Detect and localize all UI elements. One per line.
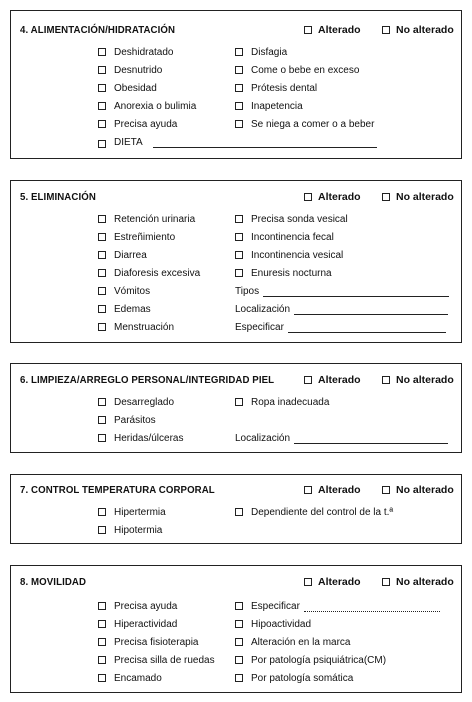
altered-option[interactable]: Alterado <box>304 484 361 496</box>
checkbox[interactable] <box>304 486 312 494</box>
section-title: 6. LIMPIEZA/ARREGLO PERSONAL/INTEGRIDAD PIEL <box>20 374 275 386</box>
checkbox[interactable] <box>98 140 106 148</box>
option-parasitos[interactable]: Parásitos <box>98 414 156 426</box>
checkbox[interactable] <box>382 193 390 201</box>
especificar-input-line[interactable] <box>304 602 440 612</box>
checkbox[interactable] <box>382 486 390 494</box>
option-ropa-inadecuada[interactable]: Ropa inadecuada <box>235 396 329 408</box>
option-hipotermia[interactable]: Hipotermia <box>98 524 162 536</box>
not-altered-option[interactable]: No alterado <box>382 191 454 203</box>
localizacion-field[interactable]: Localización <box>235 303 448 315</box>
checkbox[interactable] <box>235 120 243 128</box>
option-desarreglado[interactable]: Desarreglado <box>98 396 174 408</box>
checkbox[interactable] <box>98 287 106 295</box>
checkbox[interactable] <box>98 66 106 74</box>
option-incontinencia-fecal[interactable]: Incontinencia fecal <box>235 231 334 243</box>
not-altered-option[interactable]: No alterado <box>382 576 454 588</box>
option-precisa-ayuda[interactable]: Precisa ayuda <box>98 118 177 130</box>
option-diarrea[interactable]: Diarrea <box>98 249 147 261</box>
option-desnutrido[interactable]: Desnutrido <box>98 64 162 76</box>
section-movilidad <box>10 565 462 693</box>
section-limpieza <box>10 363 462 453</box>
checkbox[interactable] <box>98 233 106 241</box>
altered-option[interactable]: Alterado <box>304 374 361 386</box>
especificar-field[interactable]: Especificar <box>235 600 440 612</box>
option-sonda-vesical[interactable]: Precisa sonda vesical <box>235 213 348 225</box>
option-encamado[interactable]: Encamado <box>98 672 162 684</box>
section-temperatura <box>10 474 462 544</box>
not-altered-option[interactable]: No alterado <box>382 24 454 36</box>
option-incontinencia-vesical[interactable]: Incontinencia vesical <box>235 249 343 261</box>
section-title: 8. MOVILIDAD <box>20 576 87 588</box>
section-eliminacion <box>10 180 462 343</box>
not-altered-option[interactable]: No alterado <box>382 484 454 496</box>
checkbox[interactable] <box>235 84 243 92</box>
checkbox[interactable] <box>98 398 106 406</box>
checkbox[interactable] <box>98 656 106 664</box>
section-title: 7. CONTROL TEMPERATURA CORPORAL <box>20 484 215 496</box>
option-patologia-somatica[interactable]: Por patología somática <box>235 672 353 684</box>
checkbox[interactable] <box>235 656 243 664</box>
checkbox[interactable] <box>235 508 243 516</box>
checkbox[interactable] <box>98 434 106 442</box>
option-alteracion-marca[interactable]: Alteración en la marca <box>235 636 351 648</box>
checkbox[interactable] <box>304 578 312 586</box>
option-dependiente-temperatura[interactable]: Dependiente del control de la t.ª <box>235 506 393 518</box>
checkbox[interactable] <box>235 48 243 56</box>
altered-option[interactable]: Alterado <box>304 191 361 203</box>
checkbox[interactable] <box>235 620 243 628</box>
checkbox[interactable] <box>98 416 106 424</box>
checkbox[interactable] <box>98 674 106 682</box>
checkbox[interactable] <box>382 26 390 34</box>
checkbox[interactable] <box>235 102 243 110</box>
section-title: 4. ALIMENTACIÓN/HIDRATACIÓN <box>20 24 176 36</box>
diet-field[interactable]: DIETA <box>98 136 377 148</box>
checkbox[interactable] <box>235 215 243 223</box>
especificar-field[interactable]: Especificar <box>235 321 446 333</box>
checkbox[interactable] <box>235 638 243 646</box>
especificar-input-line[interactable] <box>288 323 446 333</box>
checkbox[interactable] <box>235 233 243 241</box>
checkbox[interactable] <box>98 620 106 628</box>
option-enuresis[interactable]: Enuresis nocturna <box>235 267 332 279</box>
altered-option[interactable]: Alterado <box>304 576 361 588</box>
section-alimentacion <box>10 10 462 159</box>
checkbox[interactable] <box>235 674 243 682</box>
checkbox[interactable] <box>98 215 106 223</box>
option-heridas-ulceras[interactable]: Heridas/úlceras <box>98 432 183 444</box>
checkbox[interactable] <box>235 398 243 406</box>
diet-input-line[interactable] <box>153 138 377 148</box>
checkbox[interactable] <box>98 48 106 56</box>
option-inapetencia[interactable]: Inapetencia <box>235 100 303 112</box>
option-se-niega[interactable]: Se niega a comer o a beber <box>235 118 374 130</box>
section-title: 5. ELIMINACIÓN <box>20 191 96 203</box>
checkbox[interactable] <box>98 84 106 92</box>
option-hipertermia[interactable]: Hipertermia <box>98 506 166 518</box>
checkbox[interactable] <box>235 66 243 74</box>
option-diaforesis[interactable]: Diaforesis excesiva <box>98 267 200 279</box>
option-menstruacion[interactable]: Menstruación <box>98 321 174 333</box>
tipos-input-line[interactable] <box>263 287 449 297</box>
checkbox[interactable] <box>382 376 390 384</box>
checkbox[interactable] <box>98 323 106 331</box>
option-deshidratado[interactable]: Deshidratado <box>98 46 173 58</box>
option-obesidad[interactable]: Obesidad <box>98 82 157 94</box>
checkbox[interactable] <box>304 376 312 384</box>
option-anorexia[interactable]: Anorexia o bulimia <box>98 100 196 112</box>
option-hipoactividad[interactable]: Hipoactividad <box>235 618 311 630</box>
altered-option[interactable]: Alterado <box>304 24 361 36</box>
checkbox[interactable] <box>98 120 106 128</box>
option-disfagia[interactable]: Disfagia <box>235 46 287 58</box>
option-hiperactividad[interactable]: Hiperactividad <box>98 618 177 630</box>
checkbox[interactable] <box>98 305 106 313</box>
checkbox[interactable] <box>304 26 312 34</box>
checkbox[interactable] <box>98 508 106 516</box>
option-silla-ruedas[interactable]: Precisa silla de ruedas <box>98 654 215 666</box>
option-estrenimiento[interactable]: Estreñimiento <box>98 231 175 243</box>
checkbox[interactable] <box>235 269 243 277</box>
checkbox[interactable] <box>235 602 243 610</box>
checkbox[interactable] <box>98 269 106 277</box>
option-vomitos[interactable]: Vómitos <box>98 285 150 297</box>
localizacion-field[interactable]: Localización <box>235 432 448 444</box>
checkbox[interactable] <box>382 578 390 586</box>
not-altered-option[interactable]: No alterado <box>382 374 454 386</box>
option-edemas[interactable]: Edemas <box>98 303 151 315</box>
option-protesis-dental[interactable]: Prótesis dental <box>235 82 317 94</box>
localizacion-input-line[interactable] <box>294 305 448 315</box>
option-precisa-ayuda[interactable]: Precisa ayuda <box>98 600 177 612</box>
checkbox[interactable] <box>235 251 243 259</box>
option-come-en-exceso[interactable]: Come o bebe en exceso <box>235 64 359 76</box>
localizacion-input-line[interactable] <box>294 434 448 444</box>
option-patologia-psiquiatrica[interactable]: Por patología psiquiátrica(CM) <box>235 654 386 666</box>
checkbox[interactable] <box>304 193 312 201</box>
tipos-field[interactable]: Tipos <box>235 285 449 297</box>
checkbox[interactable] <box>98 638 106 646</box>
option-retencion-urinaria[interactable]: Retención urinaria <box>98 213 195 225</box>
checkbox[interactable] <box>98 251 106 259</box>
checkbox[interactable] <box>98 102 106 110</box>
option-precisa-fisioterapia[interactable]: Precisa fisioterapia <box>98 636 198 648</box>
checkbox[interactable] <box>98 526 106 534</box>
checkbox[interactable] <box>98 602 106 610</box>
